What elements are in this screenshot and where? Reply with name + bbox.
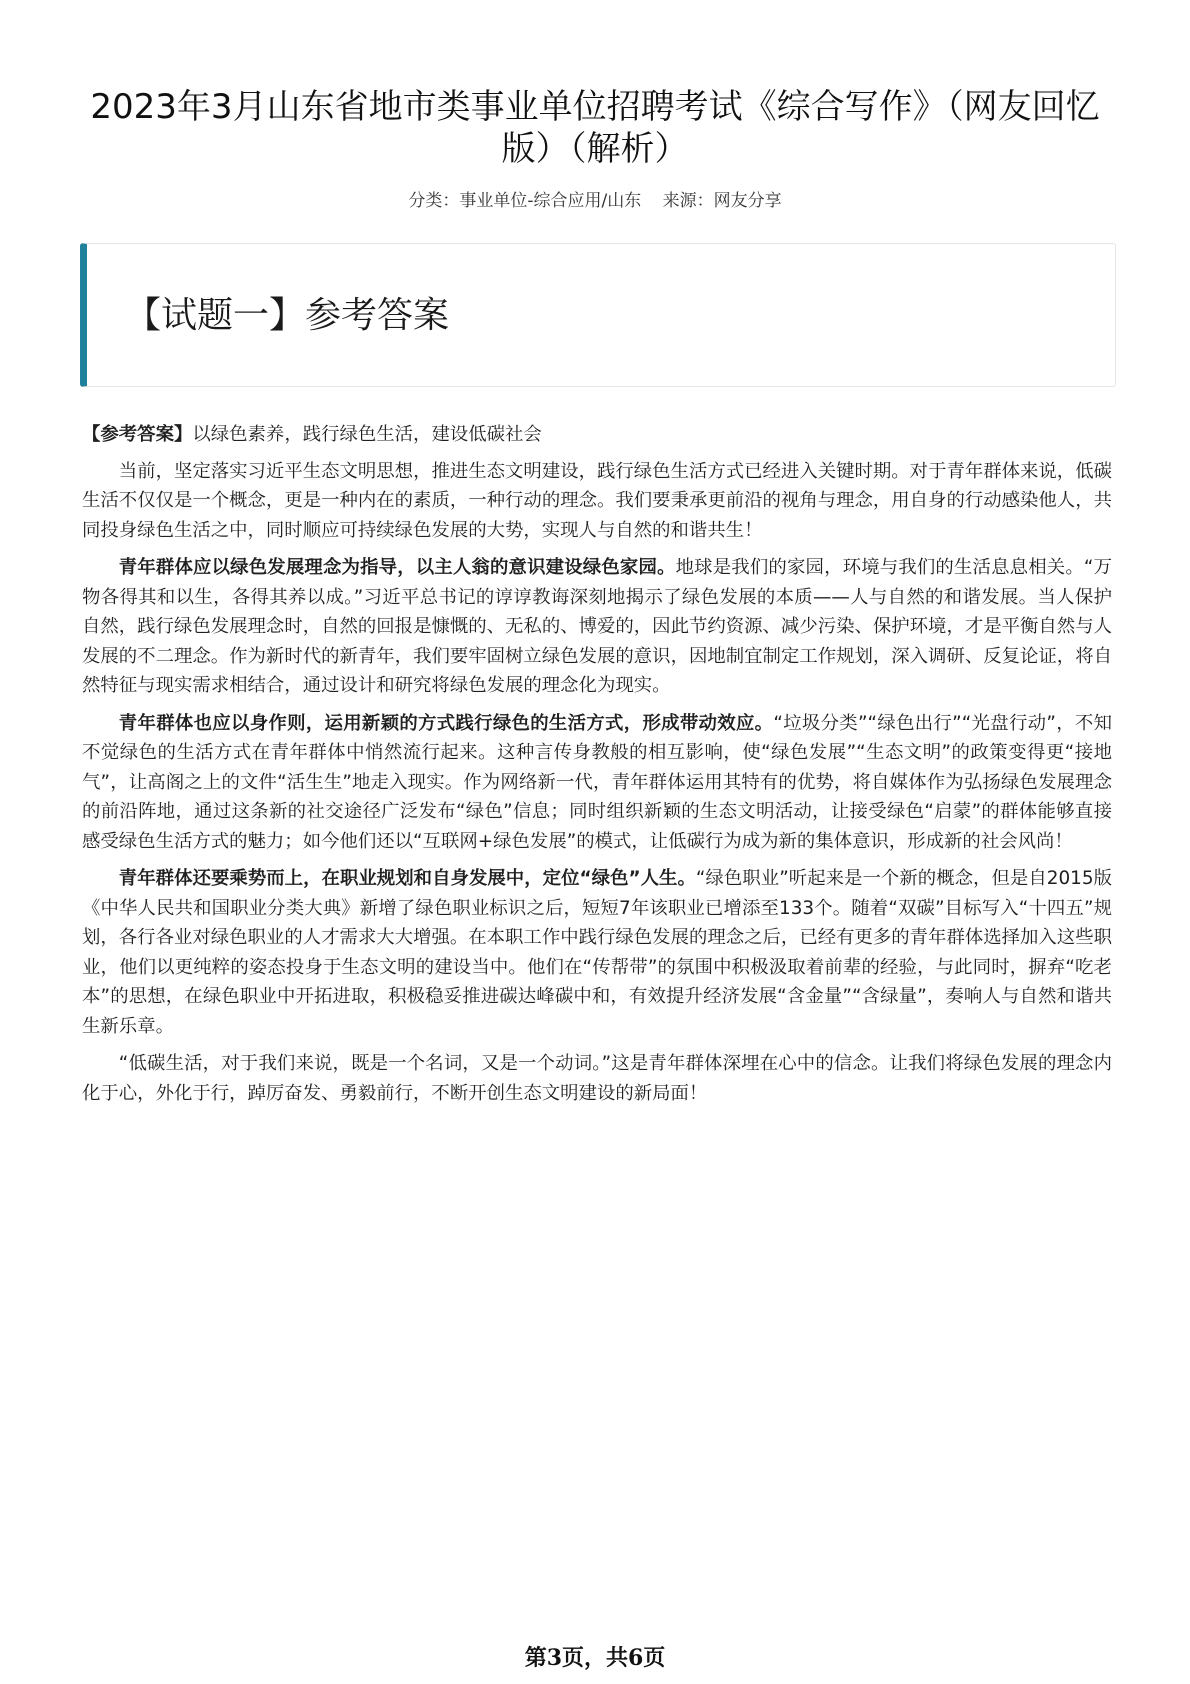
answer-topic-line <box>82 420 1112 450</box>
paragraph-4 <box>82 864 1112 1041</box>
answer-label: 【参考答案】 <box>82 424 193 445</box>
paragraph-4-text: “绿色职业”听起来是一个新的概念，但是自2015版《中华人民共和国职业分类大典》新增了绿色职业标识之后，短短7年该职业已增添至133个。随着“双碳”目标写入“十四五”规划，各行各业对绿色职业的人才需求大大增强。在本职工作中践行绿色发展的理念之后，已经有更多的青年群体选择加入这些职业，他们以更纯粹的姿态投身于生态文明的建设当中。他们在“传帮带”的氛围中积极汲取着前辈的经验，与此同时，摒弃“吃老本”的思想，在绿色职业中开拓进取，积极稳妥推进碳达峰碳中和，有效提升经济发展“含金量”“含绿量”，奏响人与自然和谐共生新乐章。 <box>82 868 1113 1037</box>
paragraph-1 <box>82 457 1112 546</box>
paragraph-2-text: 地球是我们的家园，环境与我们的生活息息相关。“万物各得其和以生，各得其养以成。”习近平总书记的谆谆教诲深刻地揭示了绿色发展的本质——人与自然的和谐发展。当人保护自然，践行绿色发展理念时，自然的回报是慷慨的、无私的、博爱的，因此节约资源、减少污染、保护环境，才是平衡自然与人发展的不二理念。作为新时代的新青年，我们要牢固树立绿色发展的意识，因地制宜制定工作规划，深入调研、反复论证，将自然特征与现实需求相结合，通过设计和研究将绿色发展的理念化为现实。 <box>82 557 1112 696</box>
paragraph-1-text: 当前，坚定落实习近平生态文明思想，推进生态文明建设，践行绿色生活方式已经进入关键时期。对于青年群体来说，低碳生活不仅仅是一个概念，更是一种内在的素质，一种行动的理念。我们要秉承更前沿的视角与理念，用自身的行动感染他人，共同投身绿色生活之中，同时顺应可持续绿色发展的大势，实现人与自然的和谐共生！ <box>82 460 1112 541</box>
source-label: 来源：网友分享 <box>662 191 782 211</box>
paragraph-2-lead: 青年群体应以绿色发展理念为指导，以主人翁的意识建设绿色家园。 <box>118 557 676 578</box>
paragraph-4-lead: 青年群体还要乘势而上，在职业规划和自身发展中，定位“绿色”人生。 <box>118 868 696 889</box>
paragraph-3-text: “垃圾分类”“绿色出行”“光盘行动”，不知不觉绿色的生活方式在青年群体中悄然流行起来。这种言传身教般的相互影响，使“绿色发展”“生态文明”的政策变得更“接地气”，让高阁之上的文件“活生生”地走入现实。作为网络新一代，青年群体运用其特有的优势，将自媒体作为弘扬绿色发展理念的前沿阵地，通过这条新的社交途径广泛发布“绿色”信息；同时组织新颖的生态文明活动，让接受绿色“启蒙”的群体能够直接感受绿色生活方式的魅力；如今他们还以“互联网+绿色发展”的模式，让低碳行为成为新的集体意识，形成新的社会风尚！ <box>82 712 1112 852</box>
document-title: 2023年3月山东省地市类事业单位招聘考试《综合写作》（网友回忆版）（解析） <box>90 87 1100 169</box>
answer-content <box>82 420 1112 1116</box>
answer-topic: 以绿色素养，践行绿色生活，建设低碳社会 <box>192 424 542 445</box>
page-number: 第3页，共6页 <box>524 1645 666 1671</box>
paragraph-5-text: “低碳生活，对于我们来说，既是一个名词，又是一个动词。”这是青年群体深埋在心中的信念。让我们将绿色发展的理念内化于心，外化于行，踔厉奋发、勇毅前行，不断开创生态文明建设的新局面！ <box>82 1053 1112 1104</box>
section-header-box <box>80 243 1116 387</box>
paragraph-3 <box>82 709 1112 857</box>
category-label: 分类：事业单位-综合应用/山东 <box>408 191 642 211</box>
paragraph-5 <box>82 1049 1112 1108</box>
paragraph-2 <box>82 553 1112 701</box>
document-meta <box>90 186 1100 211</box>
paragraph-3-lead: 青年群体也应以身作则，运用新颖的方式践行绿色的生活方式，形成带动效应。 <box>118 712 774 734</box>
section-title: 【试题一】参考答案 <box>125 295 450 336</box>
